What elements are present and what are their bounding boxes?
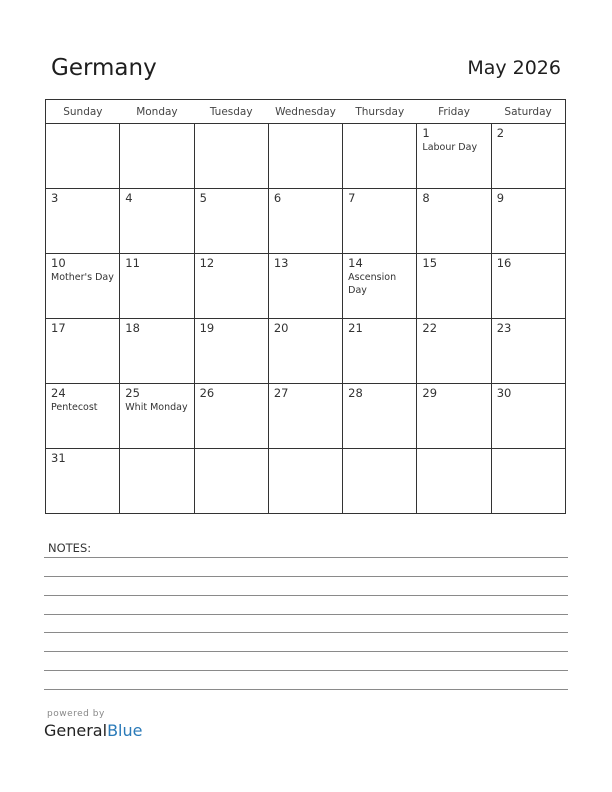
calendar-week-row [46, 384, 566, 449]
day-number: 8 [422, 191, 430, 205]
calendar-day-cell [417, 124, 491, 189]
calendar-country-title: Germany [51, 55, 157, 81]
day-number [120, 449, 193, 452]
calendar-day-cell [343, 449, 417, 514]
calendar-day-cell [268, 189, 342, 254]
notes-line [44, 651, 568, 652]
day-number: 10 [51, 256, 66, 270]
day-number: 12 [199, 256, 215, 270]
day-number [492, 449, 565, 452]
calendar-month-year: May 2026 [467, 57, 561, 79]
day-number [46, 124, 119, 127]
calendar-day-cell [343, 319, 417, 384]
day-number: 14 [348, 256, 363, 270]
calendar-day-cell [491, 254, 565, 319]
calendar-day-cell [417, 449, 491, 514]
calendar-day-cell [46, 124, 120, 189]
holiday-label: Labour Day [422, 142, 478, 153]
notes-label: NOTES: [48, 541, 92, 555]
day-number: 7 [348, 191, 356, 205]
notes-line [44, 614, 568, 615]
notes-line [44, 576, 568, 577]
day-number: 30 [496, 386, 512, 400]
weekday-header: Sunday [46, 100, 120, 124]
day-number: 15 [422, 256, 438, 270]
calendar-day-cell [194, 124, 268, 189]
day-number: 17 [51, 321, 66, 335]
calendar-week-row [46, 189, 566, 254]
day-number [269, 124, 342, 127]
calendar-day-cell [343, 124, 417, 189]
powered-by-text: powered by [47, 709, 105, 719]
day-number: 20 [273, 321, 289, 335]
day-number: 4 [125, 191, 133, 205]
day-number [343, 124, 416, 127]
day-number: 6 [273, 191, 282, 205]
calendar-day-cell [120, 449, 194, 514]
calendar-day-cell [491, 449, 565, 514]
calendar-week-row [46, 124, 566, 189]
calendar-day-cell [268, 254, 342, 319]
day-number: 5 [199, 191, 207, 205]
day-number: 25 [125, 386, 140, 400]
day-number: 26 [199, 386, 215, 400]
generalblue-logo[interactable] [44, 721, 142, 740]
day-number [195, 124, 268, 127]
holiday-label: Whit Monday [125, 402, 188, 413]
calendar-day-cell [46, 319, 120, 384]
calendar-day-cell [491, 319, 565, 384]
calendar-day-cell [417, 254, 491, 319]
day-number: 9 [496, 191, 505, 205]
weekday-header: Friday [417, 100, 491, 124]
brand-blue-text: Blue [107, 721, 143, 740]
day-number: 19 [199, 321, 215, 335]
calendar-day-cell [268, 124, 342, 189]
day-number: 1 [422, 126, 430, 140]
calendar-day-cell [120, 319, 194, 384]
weekday-header: Saturday [491, 100, 565, 124]
calendar-day-cell [120, 254, 194, 319]
day-number: 28 [348, 386, 363, 400]
day-number: 21 [348, 321, 363, 335]
notes-line [44, 557, 568, 558]
day-number [343, 449, 416, 452]
calendar-day-cell [46, 254, 120, 319]
holiday-label: Mother's Day [51, 272, 114, 283]
calendar-day-cell [491, 124, 565, 189]
calendar-day-cell [417, 189, 491, 254]
calendar-week-row [46, 254, 566, 319]
calendar-day-cell [120, 384, 194, 449]
day-number: 11 [125, 256, 140, 270]
day-number: 23 [496, 321, 512, 335]
day-number: 18 [125, 321, 140, 335]
weekday-header: Thursday [343, 100, 417, 124]
notes-line [44, 670, 568, 671]
day-number [417, 449, 490, 452]
calendar-day-cell [343, 189, 417, 254]
calendar-day-cell [46, 189, 120, 254]
notes-line [44, 595, 568, 596]
day-number: 24 [51, 386, 66, 400]
weekday-header: Tuesday [194, 100, 268, 124]
calendar-day-cell [120, 124, 194, 189]
calendar-day-cell [343, 254, 417, 319]
calendar-day-cell [491, 384, 565, 449]
calendar-week-row [46, 319, 566, 384]
calendar-day-cell [268, 384, 342, 449]
holiday-label: Ascension Day [348, 272, 397, 296]
day-number: 3 [51, 191, 59, 205]
brand-general-text: General [44, 721, 108, 740]
calendar-day-cell [194, 254, 268, 319]
holiday-label: Pentecost [51, 402, 98, 413]
calendar-day-cell [491, 189, 565, 254]
calendar-day-cell [343, 384, 417, 449]
day-number: 16 [496, 256, 512, 270]
calendar-day-cell [417, 384, 491, 449]
notes-line [44, 689, 568, 690]
day-number: 29 [422, 386, 438, 400]
day-number [195, 449, 268, 452]
day-number: 27 [273, 386, 289, 400]
calendar-day-cell [417, 319, 491, 384]
day-number [120, 124, 193, 127]
day-number: 22 [422, 321, 438, 335]
calendar-day-cell [194, 319, 268, 384]
notes-line [44, 632, 568, 633]
calendar-day-cell [194, 449, 268, 514]
weekday-header: Wednesday [268, 100, 342, 124]
calendar-day-cell [120, 189, 194, 254]
weekday-header: Monday [120, 100, 194, 124]
day-number: 2 [496, 126, 505, 140]
day-number: 13 [273, 256, 289, 270]
calendar-day-cell [268, 319, 342, 384]
day-number [269, 449, 342, 452]
calendar-day-cell [46, 384, 120, 449]
weekday-header-row [46, 100, 566, 124]
calendar-week-row [46, 449, 566, 514]
calendar-day-cell [268, 449, 342, 514]
calendar-grid [45, 99, 566, 514]
calendar-day-cell [194, 189, 268, 254]
calendar-day-cell [194, 384, 268, 449]
day-number: 31 [51, 451, 66, 465]
calendar-day-cell [46, 449, 120, 514]
